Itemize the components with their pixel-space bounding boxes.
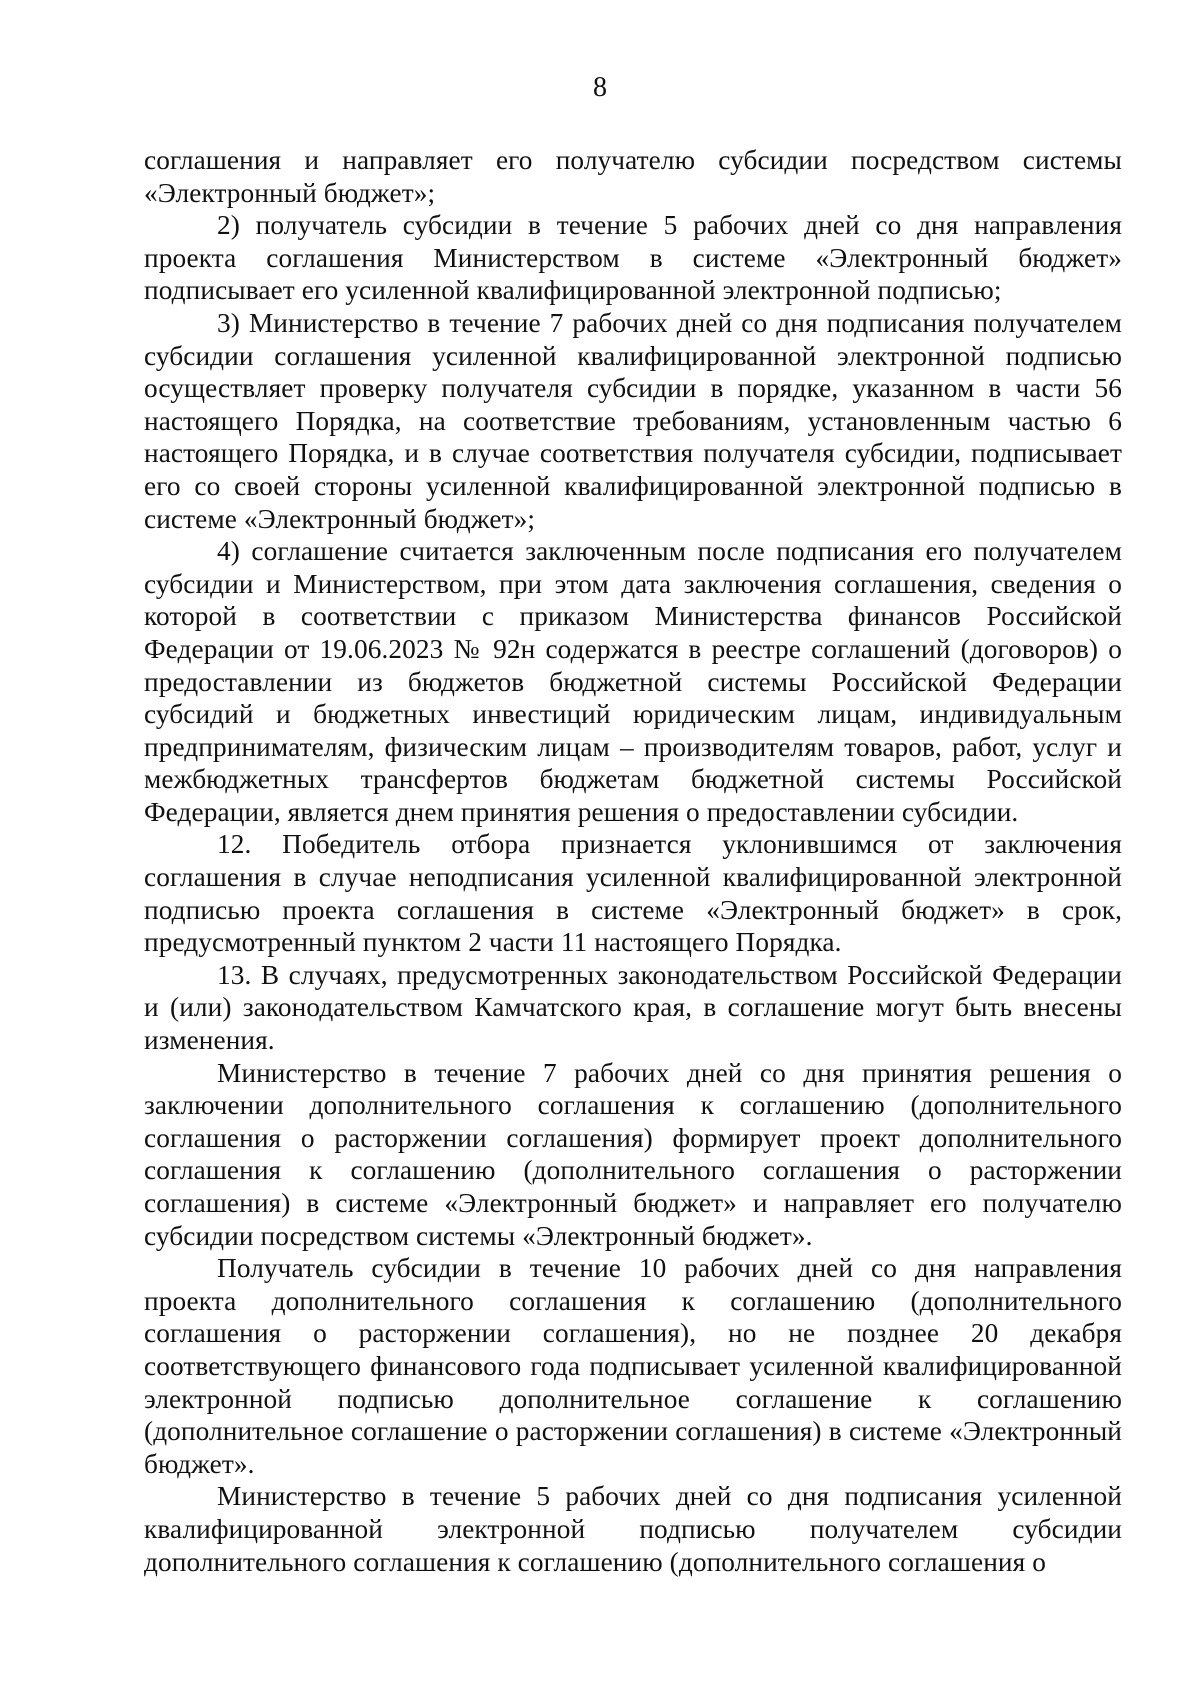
document-body [144,144,1122,1578]
paragraph: 3) Министерство в течение 7 рабочих дней со дня подписания получателем субсидии соглашения усиленной квалифицированной электронной подписью осуществляет проверку получателя субсидии в порядке, указанном в части 56 настоящего Порядка, на соответствие требованиям, установленным частью 6 настоящего Порядка, и в случае соответствия получателя субсидии, подписывает его со своей стороны усиленной квалифицированной электронной подписью в системе «Электронный бюджет»; [144,307,1122,534]
paragraph: Министерство в течение 7 рабочих дней со дня принятия решения о заключении дополнительного соглашения к соглашению (дополнительного соглашения о расторжении соглашения) формирует проект дополнительного соглашения к соглашению (дополнительного соглашения о расторжении соглашения) в системе «Электронный бюджет» и направляет его получателю субсидии посредством системы «Электронный бюджет». [144,1057,1122,1251]
paragraph: 13. В случаях, предусмотренных законодательством Российской Федерации и (или) законодательством Камчатского края, в соглашение могут быть внесены изменения. [144,959,1122,1056]
paragraph: 2) получатель субсидии в течение 5 рабочих дней со дня направления проекта соглашения Министерством в системе «Электронный бюджет» подписывает его усиленной квалифицированной электронной подписью; [144,210,1122,306]
paragraph: 12. Победитель отбора признается уклонившимся от заключения соглашения в случае неподписания усиленной квалифицированной электронной подписью проекта соглашения в системе «Электронный бюджет» в срок, предусмотренный пунктом 2 части 11 настоящего Порядка. [144,829,1122,958]
paragraph: Получатель субсидии в течение 10 рабочих дней со дня направления проекта дополнительного соглашения к соглашению (дополнительного соглашения о расторжении соглашения), но не позднее 20 декабря соответствующего финансового года подписывает усиленной квалифицированной электронной подписью дополнительное соглашение к соглашению (дополнительное соглашение о расторжении соглашения) в системе «Электронный бюджет». [144,1253,1122,1479]
paragraph: 4) соглашение считается заключенным после подписания его получателем субсидии и Министерством, при этом дата заключения соглашения, сведения о которой в соответствии с приказом Министерства финансов Российской Федерации от 19.06.2023 № 92н содержатся в реестре соглашений (договоров) о предоставлении из бюджетов бюджетной системы Российской Федерации субсидий и бюджетных инвестиций юридическим лицам, индивидуальным предпринимателям, физическим лицам – производителям товаров, работ, услуг и межбюджетных трансфертов бюджетам бюджетной системы Российской Федерации, является днем принятия решения о предоставлении субсидии. [144,536,1122,827]
paragraph: Министерство в течение 5 рабочих дней со дня подписания усиленной квалифицированной электронной подписью получателем субсидии дополнительного соглашения к соглашению (дополнительного соглашения о [144,1481,1122,1577]
page-number: 8 [593,72,607,103]
paragraph: соглашения и направляет его получателю субсидии посредством системы «Электронный бюджет»; [144,145,1122,208]
